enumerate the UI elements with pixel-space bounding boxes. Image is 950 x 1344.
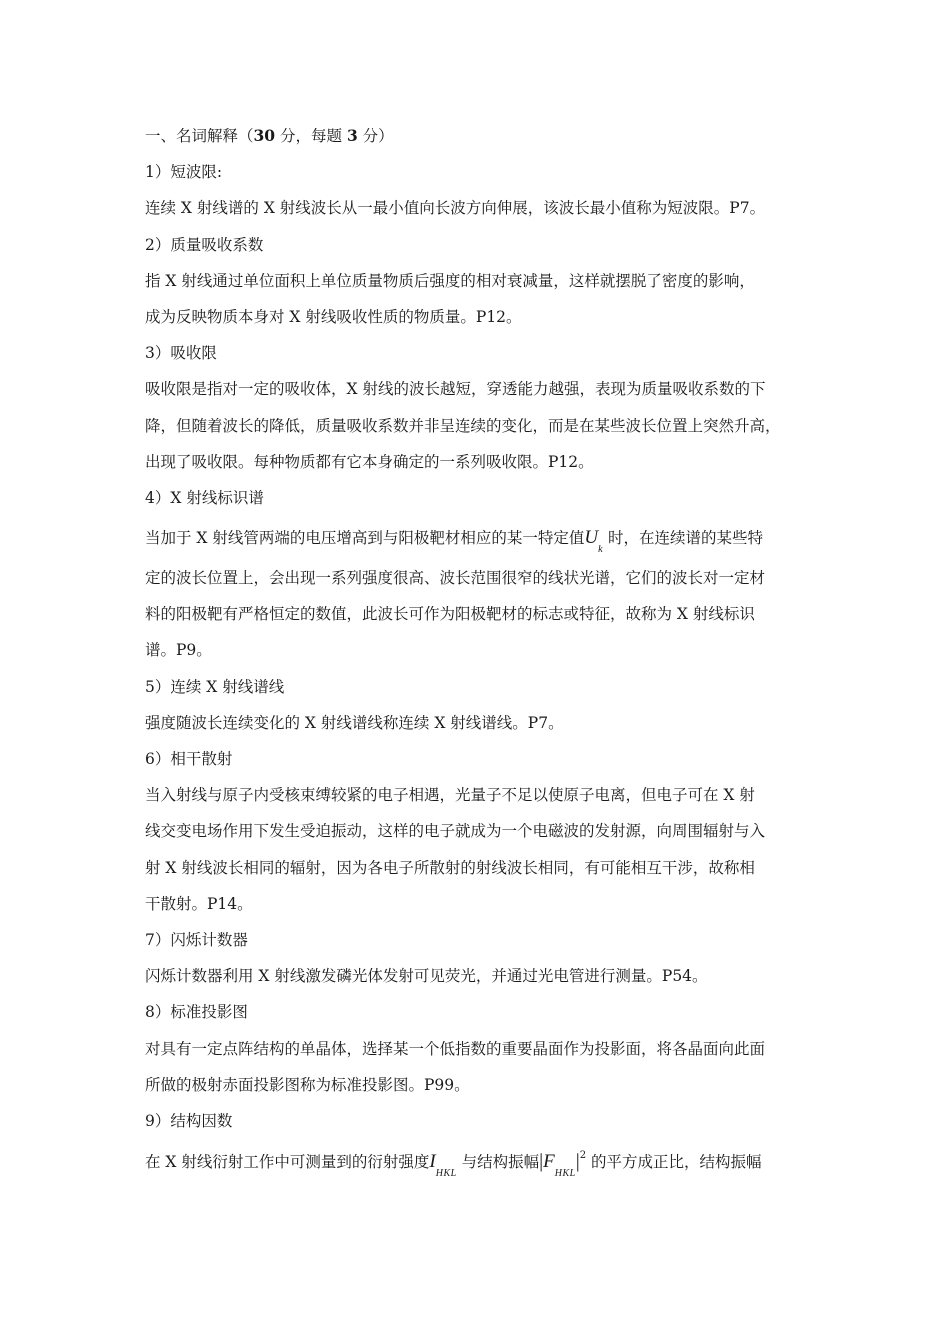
abs-bar-right: | [575, 1150, 580, 1173]
section-title: 一、名词解释（30 分，每题 3 分） [145, 126, 394, 145]
term-4-definition-line-1: 当加于 X 射线管两端的电压增高到与阳极靶材相应的某一特定值$U_k$ 时，在连续谱的某些特 [145, 527, 764, 556]
amplitude-symbol: F [543, 1151, 555, 1173]
term-2-title: 2）质量吸收系数 [145, 235, 264, 254]
square-superscript: 2 [579, 1150, 587, 1162]
voltage-symbol: U [584, 527, 599, 549]
term-1-definition: 连续 X 射线谱的 X 射线波长从一最小值向长波方向伸展，该波长最小值称为短波限。P7。 [145, 199, 766, 218]
term-4-title: 4）X 射线标识谱 [145, 488, 264, 507]
term-4-definition-line-3: 料的阳极靶有严格恒定的数值，此波长可作为阳极靶材的标志或特征，故称为 X 射线标识 [145, 605, 755, 624]
term-2-definition-line-1: 指 X 射线通过单位面积上单位质量物质后强度的相对衰减量，这样就摆脱了密度的影响， [145, 271, 755, 290]
abs-bar-left: | [539, 1150, 544, 1173]
term-6-definition-line-1: 当入射线与原子内受核束缚较紧的电子相遇，光量子不足以使原子电离，但电子可在 X 射 [145, 786, 755, 805]
term-5-definition: 强度随波长连续变化的 X 射线谱线称连续 X 射线谱线。P7。 [145, 713, 564, 732]
term-6-definition-line-3: 射 X 射线波长相同的辐射，因为各电子所散射的射线波长相同，有可能相互干涉，故称相 [145, 858, 755, 877]
term-1-title: 1）短波限: [145, 163, 223, 182]
term-6-definition-line-4: 干散射。P14。 [145, 894, 253, 913]
term-7-definition: 闪烁计数器利用 X 射线激发磷光体发射可见荧光，并通过光电管进行测量。P54。 [145, 967, 708, 986]
term-3-definition-line-3: 出现了吸收限。每种物质都有它本身确定的一系列吸收限。P12。 [145, 452, 594, 471]
term-4-definition-line-2: 定的波长位置上，会出现一系列强度很高、波长范围很窄的线状光谱，它们的波长对一定材 [145, 569, 766, 588]
term-7-title: 7）闪烁计数器 [145, 930, 248, 949]
intensity-symbol: I [429, 1151, 436, 1173]
term-5-title: 5）连续 X 射线谱线 [145, 677, 285, 696]
amplitude-subscript: HKL [554, 1168, 576, 1180]
term-9-title: 9）结构因数 [145, 1111, 233, 1130]
term-3-definition-line-1: 吸收限是指对一定的吸收体，X 射线的波长越短，穿透能力越强，表现为质量吸收系数的下 [145, 380, 766, 399]
term-6-definition-line-2: 线交变电场作用下发生受迫振动，这样的电子就成为一个电磁波的发射源，向周围辐射与入 [145, 822, 766, 841]
voltage-subscript: k [598, 544, 604, 556]
section-points-each: 3 [346, 126, 358, 145]
term-3-title: 3）吸收限 [145, 344, 217, 363]
term-2-definition-line-2: 成为反映物质本身对 X 射线吸收性质的物质量。P12。 [145, 307, 522, 326]
term-8-title: 8）标准投影图 [145, 1003, 248, 1022]
intensity-subscript: HKL [435, 1168, 457, 1180]
term-6-title: 6）相干散射 [145, 750, 233, 768]
term-9-definition-line-1: 在 X 射线衍射工作中可测量到的衍射强度$I_{HKL}$ 与结构振幅$|F_{HKL}|^2$ 的平方成正比，结构振幅 [145, 1150, 762, 1180]
term-4-definition-line-4: 谱。P9。 [145, 641, 212, 660]
document-body [145, 118, 809, 1183]
term-3-definition-line-2: 降，但随着波长的降低，质量吸收系数并非呈连续的变化，而是在某些波长位置上突然升高， [145, 416, 781, 435]
term-8-definition-line-1: 对具有一定点阵结构的单晶体，选择某一个低指数的重要晶面作为投影面，将各晶面向此面 [145, 1039, 766, 1058]
term-8-definition-line-2: 所做的极射赤面投影图称为标准投影图。P99。 [145, 1075, 470, 1094]
section-points: 30 [253, 126, 276, 145]
